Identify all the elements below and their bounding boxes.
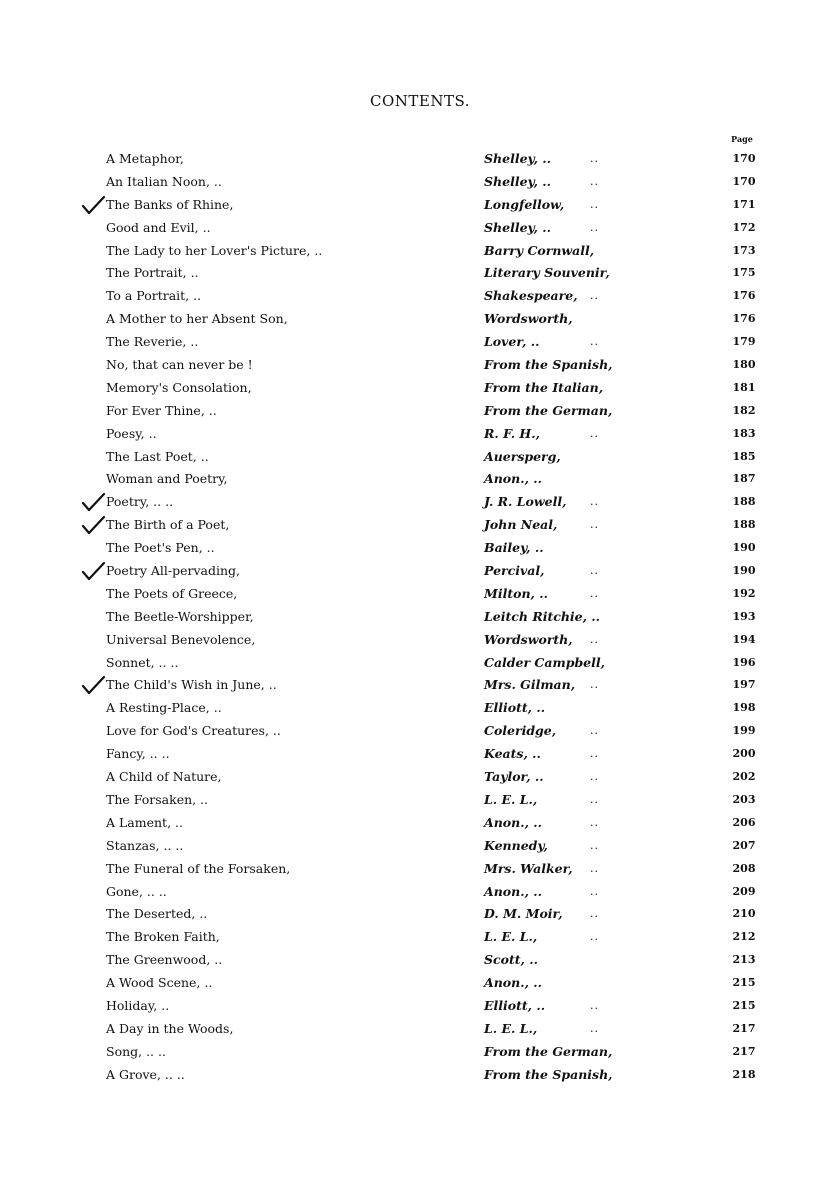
entry-page-number: 175 xyxy=(732,266,756,280)
entry-page-number: 199 xyxy=(732,724,756,738)
entry-author: Anon., .. xyxy=(484,975,542,991)
toc-entry xyxy=(0,560,840,583)
entry-page-number: 215 xyxy=(732,998,756,1012)
entry-page-number: 188 xyxy=(732,518,756,532)
toc-entry xyxy=(0,583,840,606)
entry-author: Shelley, .. xyxy=(484,151,551,166)
entry-title: Stanzas, .. .. xyxy=(106,837,184,853)
entry-title: The Poets of Greece, xyxy=(106,585,238,601)
toc-entry xyxy=(0,812,840,835)
entry-author: From the Spanish, xyxy=(484,1066,613,1082)
entry-author: Shakespeare, xyxy=(484,288,578,304)
entry-title: To a Portrait, .. xyxy=(106,288,202,304)
entry-page-number: 193 xyxy=(732,609,756,623)
leader-dots: .. xyxy=(590,770,599,784)
toc-entry xyxy=(0,789,840,812)
toc-entry xyxy=(0,262,840,285)
leader-dots: .. xyxy=(590,747,599,761)
entry-author: Mrs. Walker, xyxy=(484,860,573,876)
entry-title: Woman and Poetry, xyxy=(106,471,228,487)
entry-author: D. M. Moir, xyxy=(484,906,563,922)
entry-title: A Child of Nature, xyxy=(106,769,222,785)
page-title: CONTENTS. xyxy=(370,92,470,110)
entry-page-number: 198 xyxy=(732,701,756,715)
entry-title: The Lady to her Lover's Picture, .. xyxy=(106,242,323,258)
entry-author: Scott, .. xyxy=(484,952,538,968)
toc-entry xyxy=(0,400,840,423)
leader-dots: .. xyxy=(590,495,599,509)
leader-dots: .. xyxy=(590,220,599,234)
entry-page-number: 190 xyxy=(732,564,756,578)
toc-entry xyxy=(0,194,840,217)
entry-page-number: 197 xyxy=(732,678,756,692)
toc-entry xyxy=(0,446,840,469)
toc-entry xyxy=(0,674,840,697)
entry-author: Anon., .. xyxy=(484,883,542,899)
toc-entry xyxy=(0,606,840,629)
toc-entry xyxy=(0,766,840,789)
entry-page-number: 170 xyxy=(732,152,756,165)
entry-title: The Funeral of the Forsaken, xyxy=(106,860,291,876)
entry-title: A Wood Scene, .. xyxy=(106,975,213,991)
entry-author: Taylor, .. xyxy=(484,769,544,785)
checkmark-icon xyxy=(80,514,106,536)
checkmark-icon xyxy=(80,194,106,216)
entry-title: The Broken Faith, xyxy=(106,929,220,945)
toc-entry xyxy=(0,720,840,743)
entry-title: Poetry All-pervading, xyxy=(106,563,241,579)
entry-title: Holiday, .. xyxy=(106,997,170,1013)
entry-author: Literary Souvenir, xyxy=(484,265,610,281)
toc-entry xyxy=(0,1064,840,1087)
entry-author: R. F. H., xyxy=(484,425,540,441)
toc-entry xyxy=(0,972,840,995)
toc-entry xyxy=(0,171,840,194)
leader-dots: .. xyxy=(590,838,599,852)
entry-author: Wordsworth, xyxy=(484,631,573,647)
entry-page-number: 172 xyxy=(732,220,756,234)
entry-title: Gone, .. .. xyxy=(106,883,167,899)
entry-title: For Ever Thine, .. xyxy=(106,402,217,418)
entry-author: Bailey, .. xyxy=(484,540,544,556)
entry-page-number: 217 xyxy=(732,1044,756,1058)
entry-author: Longfellow, xyxy=(484,196,565,212)
entry-author: Wordsworth, xyxy=(484,311,573,327)
leader-dots: .. xyxy=(590,586,599,600)
entry-author: From the Italian, xyxy=(484,379,604,395)
entry-page-number: 206 xyxy=(732,815,756,829)
entry-page-number: 182 xyxy=(732,403,756,417)
entry-author: L. E. L., xyxy=(484,929,538,945)
entry-author: Leitch Ritchie, .. xyxy=(484,608,601,624)
checkmark-icon xyxy=(80,560,106,582)
entry-author: Keats, .. xyxy=(484,746,541,762)
entry-page-number: 196 xyxy=(732,655,756,669)
entry-page-number: 215 xyxy=(732,976,756,990)
toc-entry xyxy=(0,835,840,858)
toc-entry xyxy=(0,743,840,766)
toc-entry xyxy=(0,377,840,400)
entry-author: Coleridge, xyxy=(484,723,557,739)
entry-author: J. R. Lowell, xyxy=(484,494,567,510)
toc-entry xyxy=(0,537,840,560)
toc-entry xyxy=(0,858,840,881)
leader-dots: .. xyxy=(590,861,599,875)
entry-title: Poesy, .. xyxy=(106,425,157,441)
entry-title: Sonnet, .. .. xyxy=(106,654,179,670)
leader-dots: .. xyxy=(590,426,599,440)
entry-author: Anon., .. xyxy=(484,471,542,487)
entry-author: Elliott, .. xyxy=(484,997,546,1013)
entry-page-number: 210 xyxy=(732,907,756,921)
entry-page-number: 217 xyxy=(732,1021,756,1035)
leader-dots: .. xyxy=(590,197,599,211)
entry-title: The Deserted, .. xyxy=(106,906,208,922)
entry-title: The Last Poet, .. xyxy=(106,448,209,464)
entry-page-number: 187 xyxy=(732,472,756,486)
toc-entry xyxy=(0,697,840,720)
entry-title: No, that can never be ! xyxy=(106,357,253,373)
entry-page-number: 209 xyxy=(732,884,756,898)
entry-page-number: 170 xyxy=(732,174,756,188)
toc-entry xyxy=(0,926,840,949)
leader-dots: .. xyxy=(590,792,599,806)
toc-entry xyxy=(0,514,840,537)
leader-dots: .. xyxy=(590,518,599,532)
toc-entry xyxy=(0,217,840,240)
leader-dots: .. xyxy=(590,815,599,829)
contents-list xyxy=(0,148,840,1087)
entry-author: Barry Cornwall, xyxy=(484,242,595,258)
entry-page-number: 194 xyxy=(732,632,756,646)
leader-dots: .. xyxy=(590,174,599,188)
entry-title: A Resting-Place, .. xyxy=(106,700,222,716)
leader-dots: .. xyxy=(590,632,599,646)
entry-page-number: 208 xyxy=(732,861,756,875)
entry-title: A Mother to her Absent Son, xyxy=(106,311,288,327)
toc-entry xyxy=(0,308,840,331)
entry-page-number: 192 xyxy=(732,586,756,600)
entry-page-number: 173 xyxy=(732,243,756,257)
checkmark-icon xyxy=(80,674,106,696)
entry-author: Percival, xyxy=(484,563,545,579)
entry-author: Shelley, .. xyxy=(484,173,551,189)
entry-author: From the German, xyxy=(484,402,613,418)
entry-title: Song, .. .. xyxy=(106,1043,166,1059)
leader-dots: .. xyxy=(590,907,599,921)
entry-author: Calder Campbell, xyxy=(484,654,605,670)
entry-title: A Lament, .. xyxy=(106,814,183,830)
entry-title: Good and Evil, .. xyxy=(106,219,211,235)
entry-author: John Neal, xyxy=(484,517,558,533)
entry-title: The Forsaken, .. xyxy=(106,791,209,807)
toc-entry xyxy=(0,949,840,972)
toc-entry xyxy=(0,491,840,514)
entry-title: The Greenwood, .. xyxy=(106,952,223,968)
entry-page-number: 213 xyxy=(732,953,756,967)
entry-page-number: 207 xyxy=(732,838,756,852)
entry-author: Auersperg, xyxy=(484,448,561,464)
toc-entry xyxy=(0,423,840,446)
page-column-label: Page xyxy=(731,134,753,144)
entry-page-number: 212 xyxy=(732,930,756,944)
entry-title: Love for God's Creatures, .. xyxy=(106,723,281,739)
leader-dots: .. xyxy=(590,335,599,349)
entry-page-number: 200 xyxy=(732,747,756,761)
entry-page-number: 203 xyxy=(732,792,756,806)
entry-page-number: 183 xyxy=(732,426,756,440)
toc-entry xyxy=(0,1041,840,1064)
entry-page-number: 171 xyxy=(732,197,756,211)
entry-page-number: 190 xyxy=(732,541,756,555)
entry-title: Fancy, .. .. xyxy=(106,746,170,762)
entry-page-number: 188 xyxy=(732,495,756,509)
entry-page-number: 202 xyxy=(732,770,756,784)
toc-entry xyxy=(0,354,840,377)
entry-title: The Banks of Rhine, xyxy=(106,196,234,212)
leader-dots: .. xyxy=(590,998,599,1012)
entry-author: From the German, xyxy=(484,1043,613,1059)
leader-dots: .. xyxy=(590,930,599,944)
entry-title: Memory's Consolation, xyxy=(106,379,252,395)
entry-author: Lover, .. xyxy=(484,334,540,350)
entry-page-number: 176 xyxy=(732,289,756,303)
toc-entry xyxy=(0,468,840,491)
entry-page-number: 181 xyxy=(732,380,756,394)
entry-title: Universal Benevolence, xyxy=(106,631,256,647)
entry-page-number: 176 xyxy=(732,312,756,326)
entry-author: Anon., .. xyxy=(484,814,542,830)
entry-title: The Portrait, .. xyxy=(106,265,199,281)
toc-entry xyxy=(0,881,840,904)
toc-entry xyxy=(0,285,840,308)
entry-page-number: 179 xyxy=(732,335,756,349)
leader-dots: .. xyxy=(590,289,599,303)
entry-author: L. E. L., xyxy=(484,1020,538,1036)
leader-dots: .. xyxy=(590,884,599,898)
entry-title: The Reverie, .. xyxy=(106,334,199,350)
entry-author: Mrs. Gilman, xyxy=(484,677,576,693)
leader-dots: .. xyxy=(590,564,599,578)
toc-entry xyxy=(0,331,840,354)
entry-title: The Poet's Pen, .. xyxy=(106,540,215,556)
entry-page-number: 185 xyxy=(732,449,756,463)
entry-author: From the Spanish, xyxy=(484,357,613,373)
toc-entry xyxy=(0,240,840,263)
toc-entry xyxy=(0,995,840,1018)
entry-title: A Day in the Woods, xyxy=(106,1020,234,1036)
toc-entry xyxy=(0,629,840,652)
entry-author: Kennedy, xyxy=(484,837,548,853)
entry-author: L. E. L., xyxy=(484,791,538,807)
entry-title: A Metaphor, xyxy=(106,151,184,166)
entry-title: The Child's Wish in June, .. xyxy=(106,677,277,693)
toc-entry xyxy=(0,1018,840,1041)
leader-dots: .. xyxy=(590,1021,599,1035)
toc-entry xyxy=(0,903,840,926)
entry-author: Elliott, .. xyxy=(484,700,546,716)
entry-page-number: 218 xyxy=(732,1067,756,1081)
entry-title: A Grove, .. .. xyxy=(106,1066,185,1082)
entry-author: Milton, .. xyxy=(484,585,548,601)
leader-dots: .. xyxy=(590,152,599,165)
toc-entry xyxy=(0,652,840,675)
entry-page-number: 180 xyxy=(732,358,756,372)
checkmark-icon xyxy=(80,491,106,513)
entry-title: The Birth of a Poet, xyxy=(106,517,230,533)
entry-title: An Italian Noon, .. xyxy=(106,173,222,189)
leader-dots: .. xyxy=(590,678,599,692)
entry-title: Poetry, .. .. xyxy=(106,494,174,510)
leader-dots: .. xyxy=(590,724,599,738)
entry-author: Shelley, .. xyxy=(484,219,551,235)
toc-entry xyxy=(0,148,840,171)
entry-title: The Beetle-Worshipper, xyxy=(106,608,254,624)
